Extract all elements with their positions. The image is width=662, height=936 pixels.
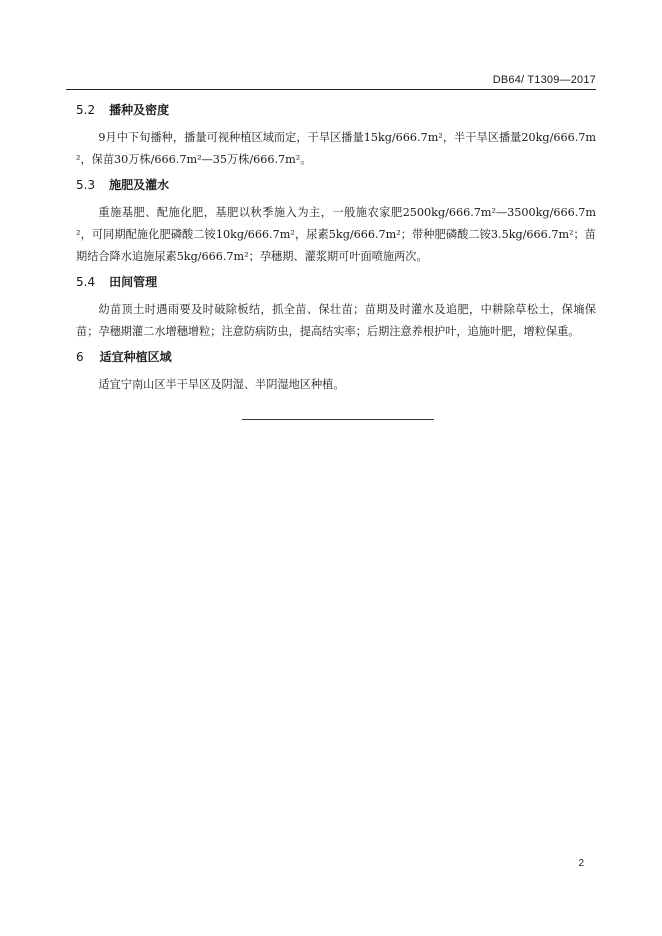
section-heading xyxy=(76,102,596,118)
section-title: 播种及密度 xyxy=(109,103,170,117)
section-6 xyxy=(76,349,596,396)
document-body xyxy=(76,100,596,402)
section-number: 5.3 xyxy=(76,178,96,192)
section-paragraph: 9月中下旬播种，播量可视种植区域而定，干旱区播量15kg/666.7m²，半干旱区播量20kg/666.7m²，保苗30万株/666.7m²—35万株/666.7m²。 xyxy=(76,131,596,166)
section-number: 5.4 xyxy=(76,275,96,289)
page-number: 2 xyxy=(578,858,584,869)
end-of-document-rule xyxy=(242,419,434,420)
section-5-4 xyxy=(76,274,596,343)
section-paragraph: 重施基肥、配施化肥，基肥以秋季施入为主，一般施农家肥2500kg/666.7m²—3500kg/666.7m²，可同期配施化肥磷酸二铵10kg/666.7m²，尿素5kg/666.7m²；带种肥磷酸二铵3.5kg/666.7m²；苗期结合降水追施尿素5kg/666.7m²；孕穗期、灌浆期可叶面喷施两次。 xyxy=(76,206,596,263)
section-paragraph: 幼苗顶土时遇雨要及时破除板结，抓全苗、保壮苗；苗期及时灌水及追肥，中耕除草松土，保墒保苗；孕穗期灌二水增穗增粒；注意防病防虫，提高结实率；后期注意养根护叶，追施叶肥，增粒保重。 xyxy=(76,303,596,338)
section-number: 5.2 xyxy=(76,103,96,117)
section-title: 施肥及灌水 xyxy=(109,178,170,192)
section-heading xyxy=(76,349,596,365)
section-5-2 xyxy=(76,102,596,171)
section-heading xyxy=(76,177,596,193)
standard-code: DB64/ T1309—2017 xyxy=(492,74,596,86)
section-title: 田间管理 xyxy=(109,275,158,289)
section-paragraph: 适宜宁南山区半干旱区及阴湿、半阴湿地区种植。 xyxy=(98,378,345,391)
section-5-3 xyxy=(76,177,596,268)
section-number: 6 xyxy=(76,350,84,364)
section-title: 适宜种植区域 xyxy=(99,350,172,364)
header-rule xyxy=(66,89,596,90)
section-heading xyxy=(76,274,596,290)
